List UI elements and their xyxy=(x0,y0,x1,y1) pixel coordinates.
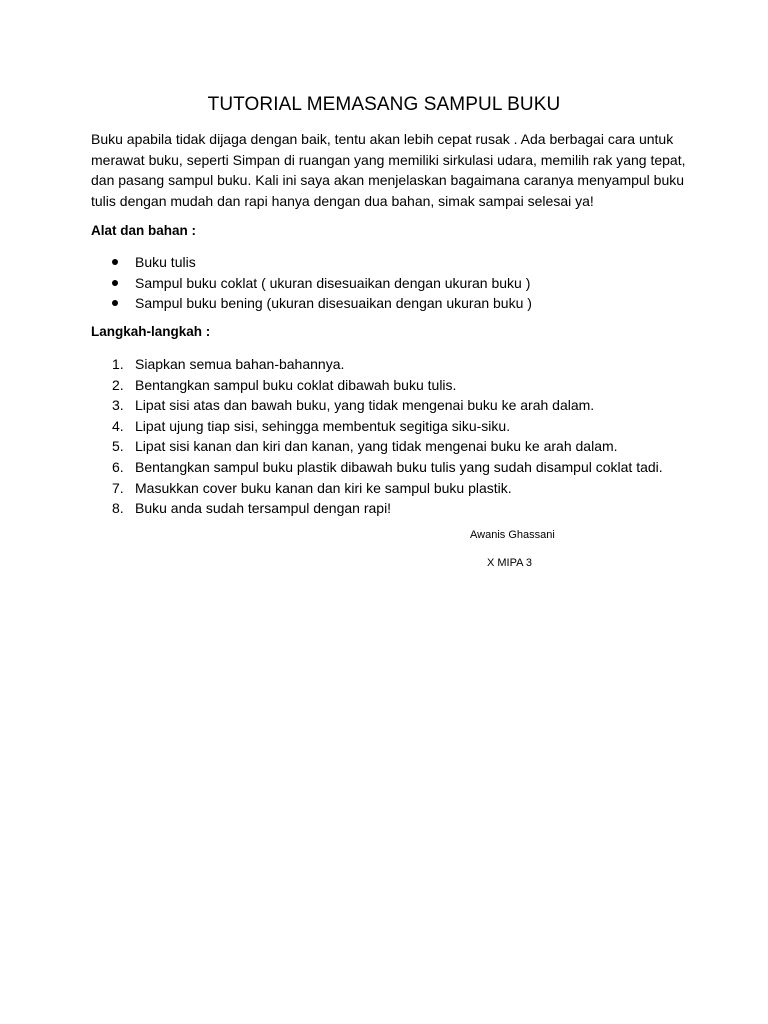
list-item xyxy=(91,375,711,396)
list-item xyxy=(91,395,711,416)
bullet-icon xyxy=(112,259,118,265)
tools-list xyxy=(91,252,691,314)
list-item xyxy=(91,354,711,375)
tool-text: Sampul buku coklat ( ukuran disesuaikan dengan ukuran buku ) xyxy=(135,274,531,291)
list-item xyxy=(91,273,691,294)
intro-paragraph: Buku apabila tidak dijaga dengan baik, tentu akan lebih cepat rusak . Ada berbagai cara untuk merawat buku, seperti Simpan di ruangan yang memiliki sirkulasi udara, memilih rak yang tepat, dan pasang sampul buku. Kali ini saya akan menjelaskan bagaimana caranya menyampul buku tulis dengan mudah dan rapi hanya dengan dua bahan, simak sampai selesai ya! xyxy=(91,131,686,209)
list-item xyxy=(91,478,711,499)
step-text: Masukkan cover buku kanan dan kiri ke sampul buku plastik. xyxy=(135,479,512,496)
step-number: 6. xyxy=(112,458,124,475)
step-number: 3. xyxy=(112,397,124,414)
bullet-icon xyxy=(112,280,118,286)
step-text: Siapkan semua bahan-bahannya. xyxy=(135,356,345,372)
step-text: Bentangkan sampul buku plastik dibawah buku tulis yang sudah disampul coklat tadi. xyxy=(135,458,663,475)
list-item xyxy=(91,457,711,478)
document-title: TUTORIAL MEMASANG SAMPUL BUKU xyxy=(207,94,561,115)
step-text: Lipat sisi kanan dan kiri dan kanan, yang tidak mengenai buku ke arah dalam. xyxy=(135,438,618,455)
step-number: 7. xyxy=(112,479,124,496)
list-item xyxy=(91,416,711,437)
step-text: Lipat sisi atas dan bawah buku, yang tidak mengenai buku ke arah dalam. xyxy=(135,397,595,414)
bullet-icon xyxy=(112,300,118,306)
step-text: Lipat ujung tiap sisi, sehingga membentuk segitiga siku-siku. xyxy=(135,417,511,434)
step-number: 4. xyxy=(112,417,124,434)
list-item xyxy=(91,252,691,273)
tool-text: Sampul buku bening (ukuran disesuaikan dengan ukuran buku ) xyxy=(135,295,532,312)
step-number: 1. xyxy=(112,356,124,372)
list-item xyxy=(91,436,711,457)
list-item xyxy=(91,293,691,314)
author-class: X MIPA 3 xyxy=(487,557,533,569)
tools-heading: Alat dan bahan : xyxy=(91,223,197,238)
step-number: 2. xyxy=(112,376,124,393)
step-text: Bentangkan sampul buku coklat dibawah buku tulis. xyxy=(135,376,457,393)
step-number: 5. xyxy=(112,438,124,455)
steps-heading: Langkah-langkah : xyxy=(91,324,211,339)
author-name: Awanis Ghassani xyxy=(470,529,555,541)
list-item xyxy=(91,498,711,519)
tool-text: Buku tulis xyxy=(135,254,196,270)
step-text: Buku anda sudah tersampul dengan rapi! xyxy=(135,500,392,517)
steps-list xyxy=(91,354,711,519)
step-number: 8. xyxy=(112,500,124,517)
